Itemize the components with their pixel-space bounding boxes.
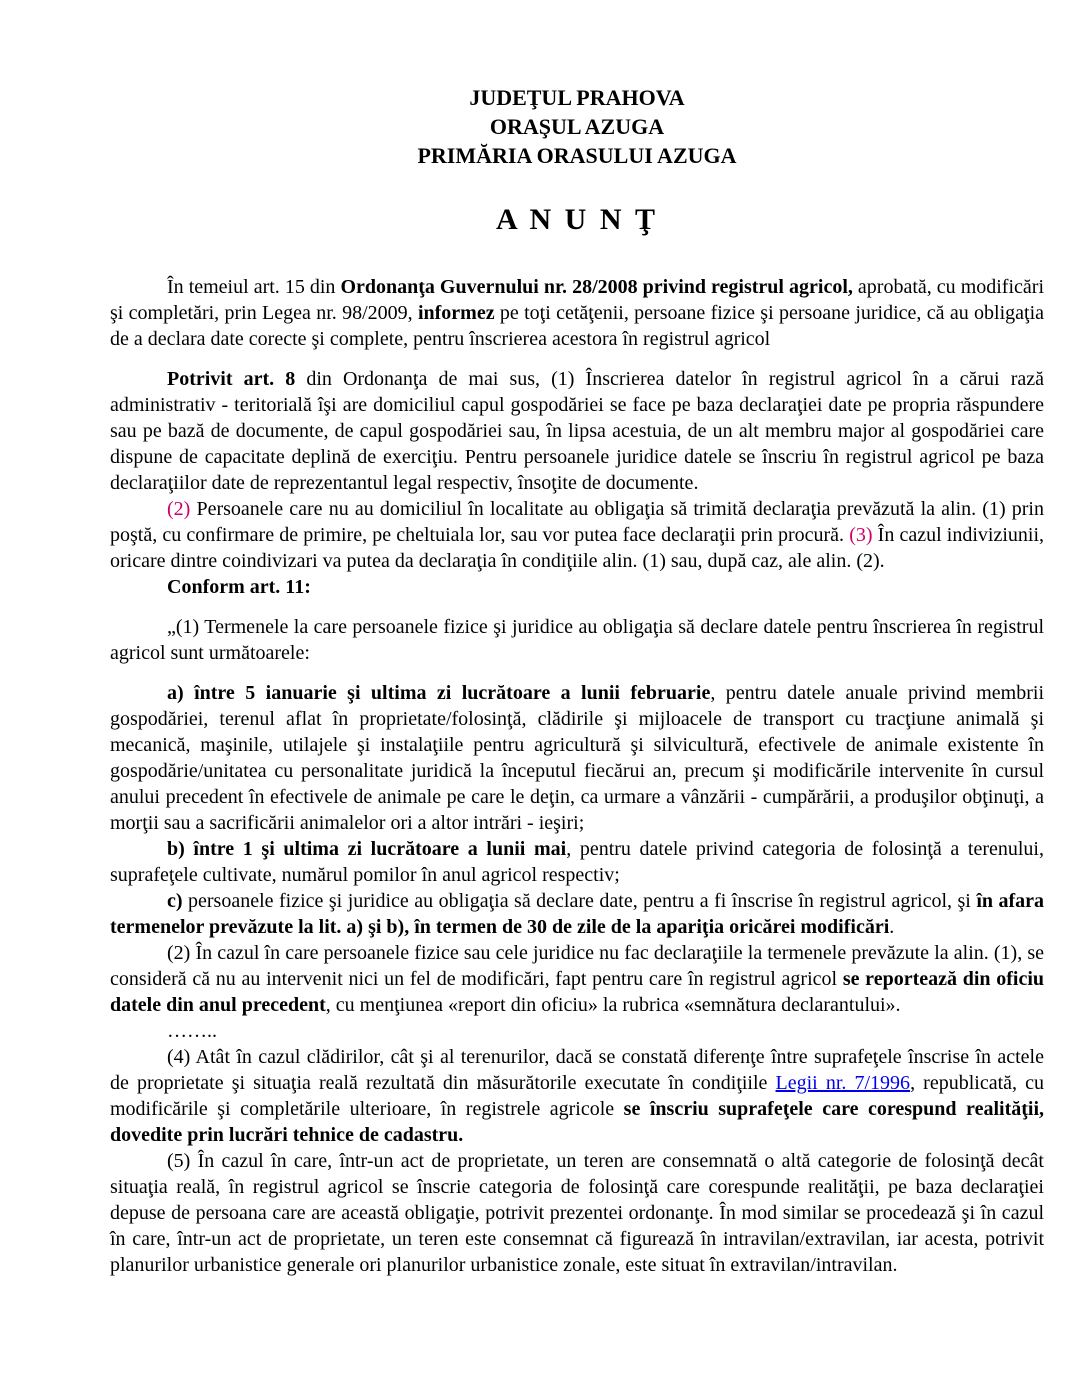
text-run: Persoanele care nu au domiciliul în localitate au obligaţia să trimită declaraţia prevăzută la alin. (1) prin poştă, cu confirmare de primire, pe cheltuiala lor, sau vor putea face declaraţii prin procură. <box>110 498 1044 546</box>
alin4-paragraph <box>110 1044 1044 1148</box>
county-title: JUDEŢUL PRAHOVA <box>469 85 685 110</box>
text-run: , pentru datele anuale privind membrii gospodăriei, terenul aflat în proprietate/folosinţă, clădirile şi mijloacele de transport cu tracţiune animală şi mecanică, maşinile, utilajele şi instalaţiile pentru agricultură şi silvicultură, efectivele de animale existente în gospodărie/unitatea cu personalitate juridică la începutul fiecărui an, precum şi modificările intervenite în cursul anului precedent în efectivele de animale pe care le deţin, ca urmare a vânzării - cumpărării, a produşilor obţinuţi, a morţii sau a sacrificării animalelor ori a altor intrări - ieşiri; <box>110 682 1044 834</box>
art11-alin2-paragraph <box>110 940 1044 1018</box>
term-c-paragraph <box>110 888 1044 940</box>
intro-paragraph <box>110 274 1044 352</box>
term-a-paragraph <box>110 680 1044 836</box>
text-run: . <box>889 916 895 938</box>
text-run: se reportează din oficiu datele din anul precedent <box>110 968 1044 1016</box>
alin5-paragraph <box>110 1148 1044 1278</box>
text-run: se înscriu suprafeţele care corespund realităţii, dovedite prin lucrări tehnice de cadastru. <box>110 1098 1045 1146</box>
alineat-marker: (2) <box>167 498 191 520</box>
text-run: pe toţi cetăţenii, persoane fizice şi persoane juridice, că au obligaţia de a declara date corecte şi complete, pentru înscrierea acestora în registrul agricol <box>110 302 1044 350</box>
text-run: (4) Atât în cazul clădirilor, cât şi al terenurilor, dacă se constată diferenţe între suprafeţele înscrise în actele de proprietate şi situaţia reală rezultată din măsurătorile executate în condiţiile <box>110 1046 1044 1094</box>
art11-alin1-paragraph <box>110 614 1044 666</box>
text-run: aprobată, cu modificări şi completări, prin Legea nr. 98/2009, <box>110 276 1044 324</box>
townhall-title: PRIMĂRIA ORASULUI AZUGA <box>417 143 737 168</box>
text-run: „(1) Termenele la care persoanele fizice şi juridice au obligaţia să declare datele pentru înscrierea în registrul agricol sunt următoarele: <box>110 616 1044 664</box>
text-run: Conform art. 11: <box>167 576 311 598</box>
text-run: , republicată, cu modificările şi completările ulterioare, în registrele agricole <box>110 1072 1044 1120</box>
art8-paragraph <box>110 366 1044 496</box>
text-run: (2) În cazul în care persoanele fizice sau cele juridice nu fac declaraţiile la termenele prevăzute la alin. (1), se consideră că nu au intervenit nici un fel de modificări, fapt pentru care în registrul agricol <box>110 942 1044 990</box>
text-run: , cu menţiunea «report din oficiu» la rubrica «semnătura declarantului». <box>325 994 901 1016</box>
text-run: persoanele fizice şi juridice au obligaţia să declare date, pentru a fi înscrise în registrul agricol, şi <box>182 890 977 912</box>
conform-art11-heading <box>110 574 1044 600</box>
alin-2-3-paragraph <box>110 496 1044 574</box>
text-run: în afara termenelor prevăzute la lit. a) şi b), în termen de 30 de zile de la apariţia oricărei modificări <box>110 890 1045 938</box>
town-title: ORAŞUL AZUGA <box>489 114 665 139</box>
text-run: din Ordonanţa de mai sus, (1) Înscrierea datelor în registrul agricol în a cărui rază administrativ - teritorială îşi are domiciliul capul gospodăriei se face pe baza declaraţiei date pe propria răspundere sau pe bază de documente, de capul gospodăriei sau, în lipsa acestuia, de un alt membru major al gospodăriei care dispune de capacitate deplină de exerciţiu. Pentru persoanele juridice datele se înscriu în registrul agricol pe baza declaraţiilor date de reprezentantul legal respectiv, însoţite de documente. <box>110 368 1044 494</box>
alineat-marker: (3) <box>849 524 873 546</box>
law-7-1996-link[interactable]: Legii nr. 7/1996 <box>775 1072 911 1094</box>
text-run: a) între 5 ianuarie şi ultima zi lucrătoare a lunii februarie <box>167 682 711 704</box>
text-run: (5) În cazul în care, într-un act de proprietate, un teren are consemnată o altă categorie de folosinţă decât situaţia reală, în registrul agricol se înscrie categoria de folosinţă care corespunde realităţii, pe baza declaraţiei depuse de persoana care are această obligaţie, potrivit prezentei ordonanţe. În mod similar se procedează şi în cazul în care, într-un act de proprietate, un teren este consemnat că figurează în intravilan/extravilan, iar acesta, potrivit planurilor urbanistice generale ori planurilor urbanistice zonale, este situat în extravilan/intravilan. <box>110 1150 1044 1276</box>
text-run: …….. <box>167 1020 217 1042</box>
term-b-paragraph <box>110 836 1044 888</box>
text-run: În cazul indiviziunii, oricare dintre coindivizari va putea da declaraţia în condiţiile alin. (1) sau, după caz, ale alin. (2). <box>110 524 1044 572</box>
text-run: , pentru datele privind categoria de folosinţă a terenului, suprafeţele cultivate, numărul pomilor în anul agricol respectiv; <box>110 838 1044 886</box>
text-run: În temeiul art. 15 din <box>167 276 341 298</box>
text-run: informez <box>417 302 495 324</box>
text-run: Potrivit art. 8 <box>167 368 296 390</box>
text-run: Ordonanţa Guvernului nr. 28/2008 privind registrul agricol, <box>340 276 853 298</box>
document-body <box>110 274 1044 1278</box>
text-run: c) <box>167 890 183 912</box>
document-header <box>110 83 1044 170</box>
announcement-title: A N U N Ţ <box>495 203 658 236</box>
ellipsis-line <box>110 1018 1044 1044</box>
text-run: b) între 1 şi ultima zi lucrătoare a lunii mai <box>167 838 567 860</box>
